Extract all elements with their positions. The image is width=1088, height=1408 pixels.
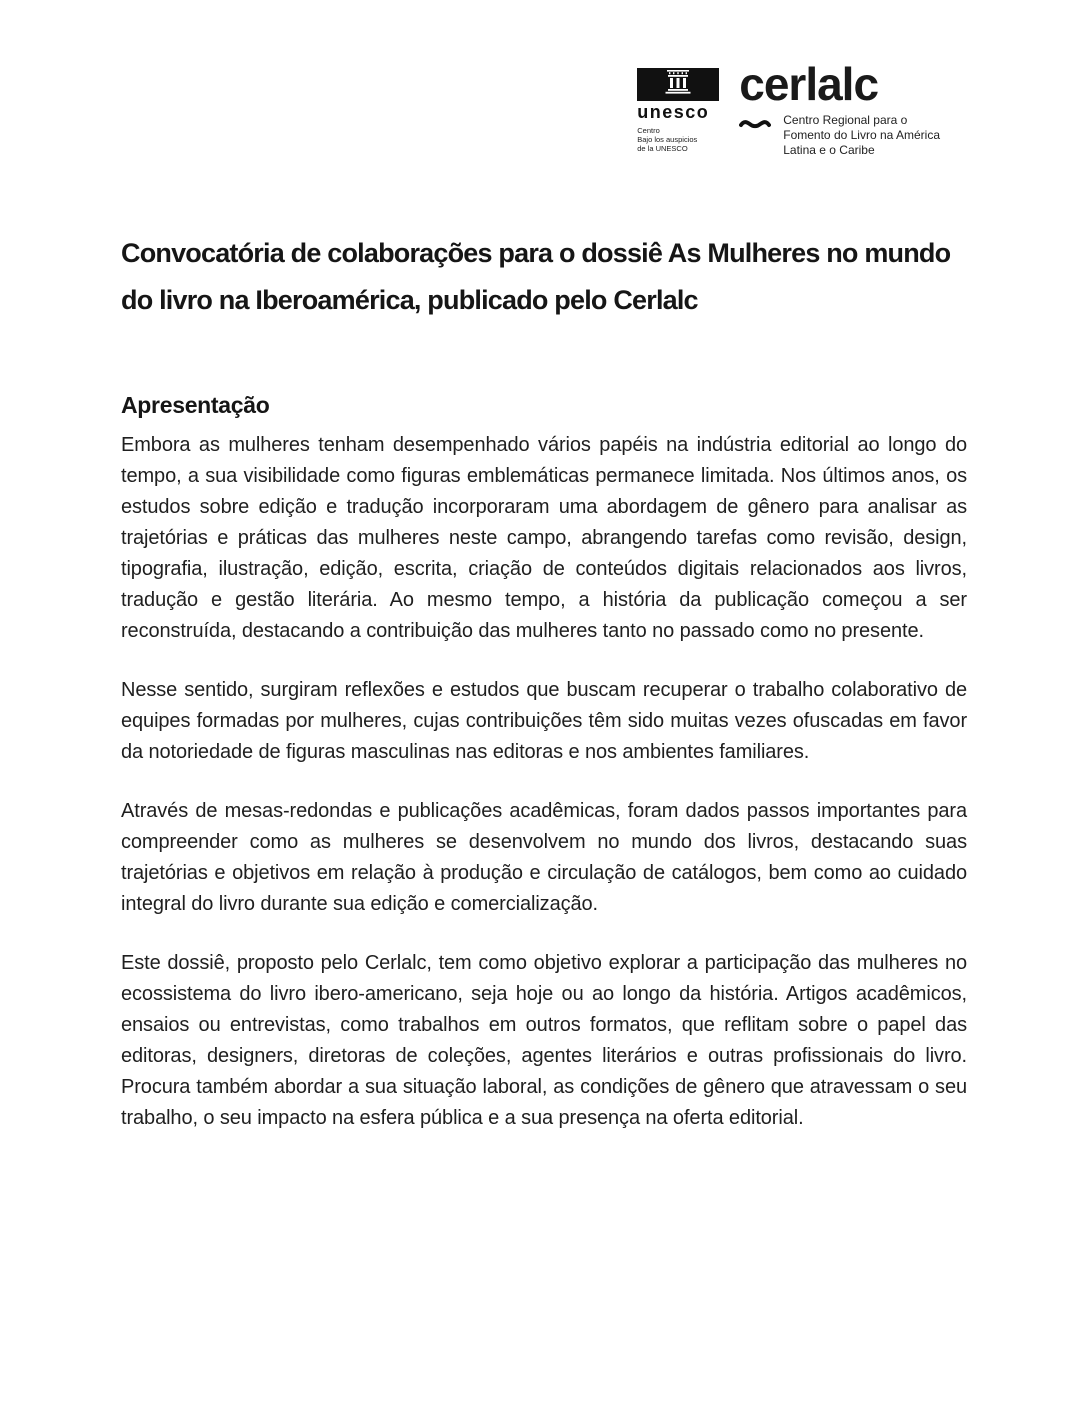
unesco-tagline-line: Bajo los auspicios	[637, 135, 698, 144]
unesco-temple-icon	[663, 70, 693, 99]
paragraph: Nesse sentido, surgiram reflexões e estudos que buscam recuperar o trabalho colaborativo de equipes formadas por mulheres, cujas contribuições têm sido muitas vezes ofuscadas em favor da notoriedade de figuras masculinas nas editoras e nos ambientes familiares.	[121, 679, 967, 763]
paragraph: Através de mesas-redondas e publicações acadêmicas, foram dados passos importantes para compreender como as mulheres se desenvolvem no mundo dos livros, destacando suas trajetórias e objetivos em relação à produção e circulação de catálogos, bem como ao cuidado integral do livro durante sua edição e comercialização.	[121, 800, 967, 915]
document-content	[121, 230, 967, 1134]
document-title: Convocatória de colaborações para o dossiê As Mulheres no mundo do livro na Iberoamérica, publicado pelo Cerlalc	[121, 238, 951, 315]
cerlalc-wordmark: cerlalc	[739, 58, 879, 110]
cerlalc-subtitle	[783, 113, 940, 158]
paragraph: Embora as mulheres tenham desempenhado vários papéis na indústria editorial ao longo do tempo, a sua visibilidade como figuras emblemáticas permanece limitada. Nos últimos anos, os estudos sobre edição e tradução incorporaram uma abordagem de gênero para analisar as trajetórias e práticas das mulheres neste campo, abrangendo tarefas como revisão, design, tipografia, ilustração, edição, escrita, criação de conteúdos digitais relacionados aos livros, tradução e gestão literária. Ao mesmo tempo, a história da publicação começou a ser reconstruída, destacando a contribuição das mulheres tanto no passado como no presente.	[121, 434, 967, 642]
unesco-wordmark: unesco	[637, 102, 710, 122]
unesco-logo-block	[637, 68, 721, 153]
unesco-tagline	[637, 126, 721, 153]
cerlalc-logo-block	[739, 58, 940, 158]
section-heading: Apresentação	[121, 392, 270, 418]
cerlalc-subtitle-line: Centro Regional para o	[783, 113, 908, 127]
logo-header	[0, 0, 1088, 158]
cerlalc-subtitle-line: Latina e o Caribe	[783, 143, 875, 157]
paragraph: Este dossiê, proposto pelo Cerlalc, tem como objetivo explorar a participação das mulheres no ecossistema do livro ibero-americano, seja hoje ou ao longo da história. Artigos acadêmicos, ensaios ou entrevistas, como trabalhos em outros formatos, que reflitam sobre o papel das editoras, designers, diretoras de coleções, agentes literários e outras profissionais do livro. Procura também abordar a sua situação laboral, as condições de gênero que atravessam o seu trabalho, o seu impacto na esfera pública e a sua presença na oferta editorial.	[121, 952, 967, 1129]
cerlalc-subtitle-row	[739, 113, 940, 158]
unesco-logo	[637, 68, 719, 101]
cerlalc-subtitle-line: Fomento do Livro na América	[783, 128, 940, 142]
unesco-tagline-line: de la UNESCO	[637, 144, 688, 153]
cerlalc-bird-icon	[739, 116, 771, 135]
unesco-tagline-line: Centro	[637, 126, 660, 135]
